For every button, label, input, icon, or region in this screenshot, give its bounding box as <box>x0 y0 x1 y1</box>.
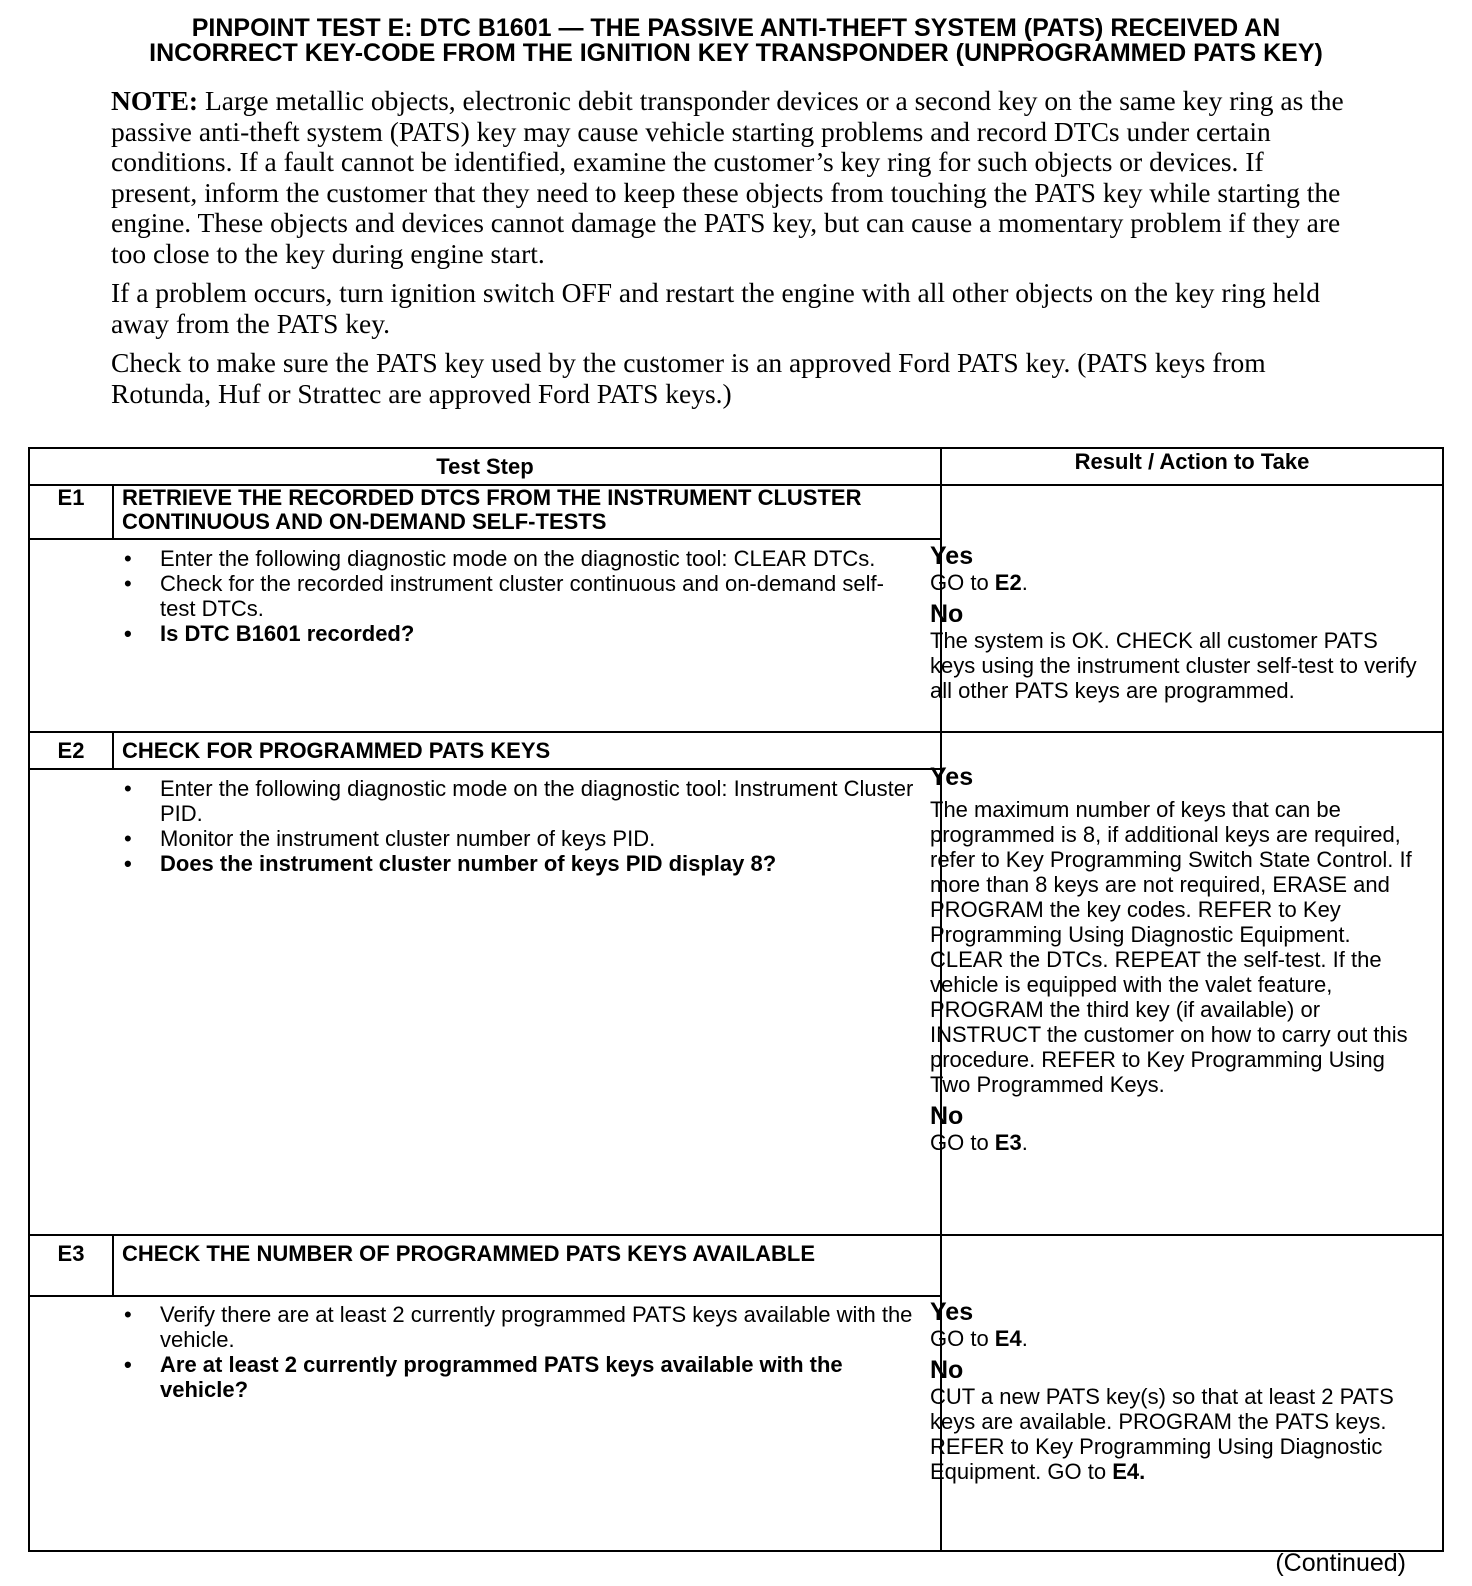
yes-action-text: GO to <box>930 1326 995 1351</box>
intro-paragraph-3: Check to make sure the PATS key used by the customer is an approved Ford PATS key. (PATS keys from Rotunda, Huf or Strattec are approved Ford PATS keys.) <box>111 347 1266 409</box>
goto-step-link[interactable]: E4. <box>1112 1459 1146 1484</box>
step-title: RETRIEVE THE RECORDED DTCS FROM THE INSTRUMENT CLUSTER CONTINUOUS AND ON-DEMAND SELF-TESTS <box>122 485 862 534</box>
yes-action-end: . <box>1021 1326 1028 1351</box>
header-result-action: Result / Action to Take <box>940 449 1444 486</box>
step-question: • Does the instrument cluster number of keys PID display 8? <box>118 851 918 876</box>
row-divider <box>30 1234 1442 1236</box>
no-label: No <box>930 1102 964 1130</box>
test-step-table <box>28 447 1444 1552</box>
goto-step-link[interactable]: E2 <box>994 570 1022 595</box>
instruction-item: • Check for the recorded instrument cluster continuous and on-demand self-test DTCs. <box>118 571 918 621</box>
instruction-item: • Enter the following diagnostic mode on the diagnostic tool: CLEAR DTCs. <box>118 546 918 571</box>
goto-step-link[interactable]: E3 <box>994 1130 1022 1155</box>
instruction-item: • Verify there are at least 2 currently programmed PATS keys available with the vehicle. <box>118 1302 918 1352</box>
step-result <box>930 543 1420 709</box>
step-result <box>930 764 1420 1161</box>
title-line-1: PINPOINT TEST E: DTC B1601 — THE PASSIVE ANTI-THEFT SYSTEM (PATS) RECEIVED AN <box>191 14 1281 42</box>
note-text: Large metallic objects, electronic debit transponder devices or a second key on the same key ring as the passive anti-theft system (PATS) key may cause vehicle starting problems and record DTCs under certain conditions. If a fault cannot be identified, examine the customer’s key ring for such objects or devices. If present, inform the customer that they need to keep these objects from touching the PATS key while starting the engine. These objects and devices cannot damage the PATS key, but can cause a momentary problem if they are too close to the key during engine start. <box>111 85 1344 269</box>
step-title: CHECK THE NUMBER OF PROGRAMMED PATS KEYS AVAILABLE <box>122 1241 816 1266</box>
yes-action: The maximum number of keys that can be programmed is 8, if additional keys are required, refer to Key Programming Switch State Control. If more than 8 keys are not required, ERASE and PROGRAM the key codes. REFER to Key Programming Using Diagnostic Equipment. CLEAR the DTCs. REPEAT the self-test. If the vehicle is equipped with the valet feature, PROGRAM the third key (if available) or INSTRUCT the customer on how to carry out this procedure. REFER to Key Programming Using Two Programmed Keys. <box>930 797 1412 1097</box>
note-paragraph <box>111 86 1351 269</box>
no-action-text: CUT a new PATS key(s) so that at least 2 PATS keys are available. PROGRAM the PATS keys. REFER to Key Programming Using Diagnostic Equipment. GO to <box>930 1384 1394 1484</box>
goto-step-link[interactable]: E4 <box>994 1326 1022 1351</box>
yes-action-end: . <box>1021 570 1028 595</box>
step-id-divider <box>112 486 114 538</box>
page-title <box>0 16 1472 66</box>
step-instructions <box>118 1302 918 1402</box>
step-question: • Are at least 2 currently programmed PATS keys available with the vehicle? <box>118 1352 918 1402</box>
no-action-text: GO to <box>930 1130 995 1155</box>
step-title-divider <box>30 1295 940 1297</box>
step-title-divider <box>30 768 940 770</box>
note-label: NOTE: <box>111 85 199 116</box>
no-label: No <box>930 600 964 628</box>
step-id: E3 <box>57 1241 85 1266</box>
step-instructions <box>118 546 918 646</box>
continued-label: (Continued) <box>1275 1549 1406 1577</box>
yes-label: Yes <box>930 542 974 570</box>
step-id: E2 <box>57 738 85 763</box>
yes-label: Yes <box>930 1298 974 1326</box>
header-test-step: Test Step <box>30 449 940 486</box>
yes-action-text: GO to <box>930 570 995 595</box>
no-label: No <box>930 1356 964 1384</box>
no-action <box>930 1384 1420 1484</box>
no-action-end: . <box>1021 1130 1028 1155</box>
step-id: E1 <box>57 485 85 510</box>
step-result <box>930 1299 1420 1490</box>
step-id-divider <box>112 733 114 768</box>
instruction-item: • Enter the following diagnostic mode on the diagnostic tool: Instrument Cluster PID. <box>118 776 918 826</box>
title-line-2: INCORRECT KEY-CODE FROM THE IGNITION KEY TRANSPONDER (UNPROGRAMMED PATS KEY) <box>149 39 1323 67</box>
intro-paragraph-2: If a problem occurs, turn ignition switch OFF and restart the engine with all other objects on the key ring held away from the PATS key. <box>111 277 1320 339</box>
no-action: The system is OK. CHECK all customer PATS keys using the instrument cluster self-test to verify all other PATS keys are programmed. <box>930 628 1417 703</box>
step-title: CHECK FOR PROGRAMMED PATS KEYS <box>122 738 551 763</box>
no-action <box>930 1130 1420 1155</box>
yes-label: Yes <box>930 763 974 791</box>
row-divider <box>30 731 1442 733</box>
intro-notes <box>111 86 1351 418</box>
step-instructions <box>118 776 918 876</box>
step-question: • Is DTC B1601 recorded? <box>118 621 918 646</box>
step-id-divider <box>112 1236 114 1295</box>
yes-action <box>930 570 1420 595</box>
instruction-item: • Monitor the instrument cluster number of keys PID. <box>118 826 918 851</box>
yes-action <box>930 1326 1420 1351</box>
step-title-divider <box>30 538 940 540</box>
